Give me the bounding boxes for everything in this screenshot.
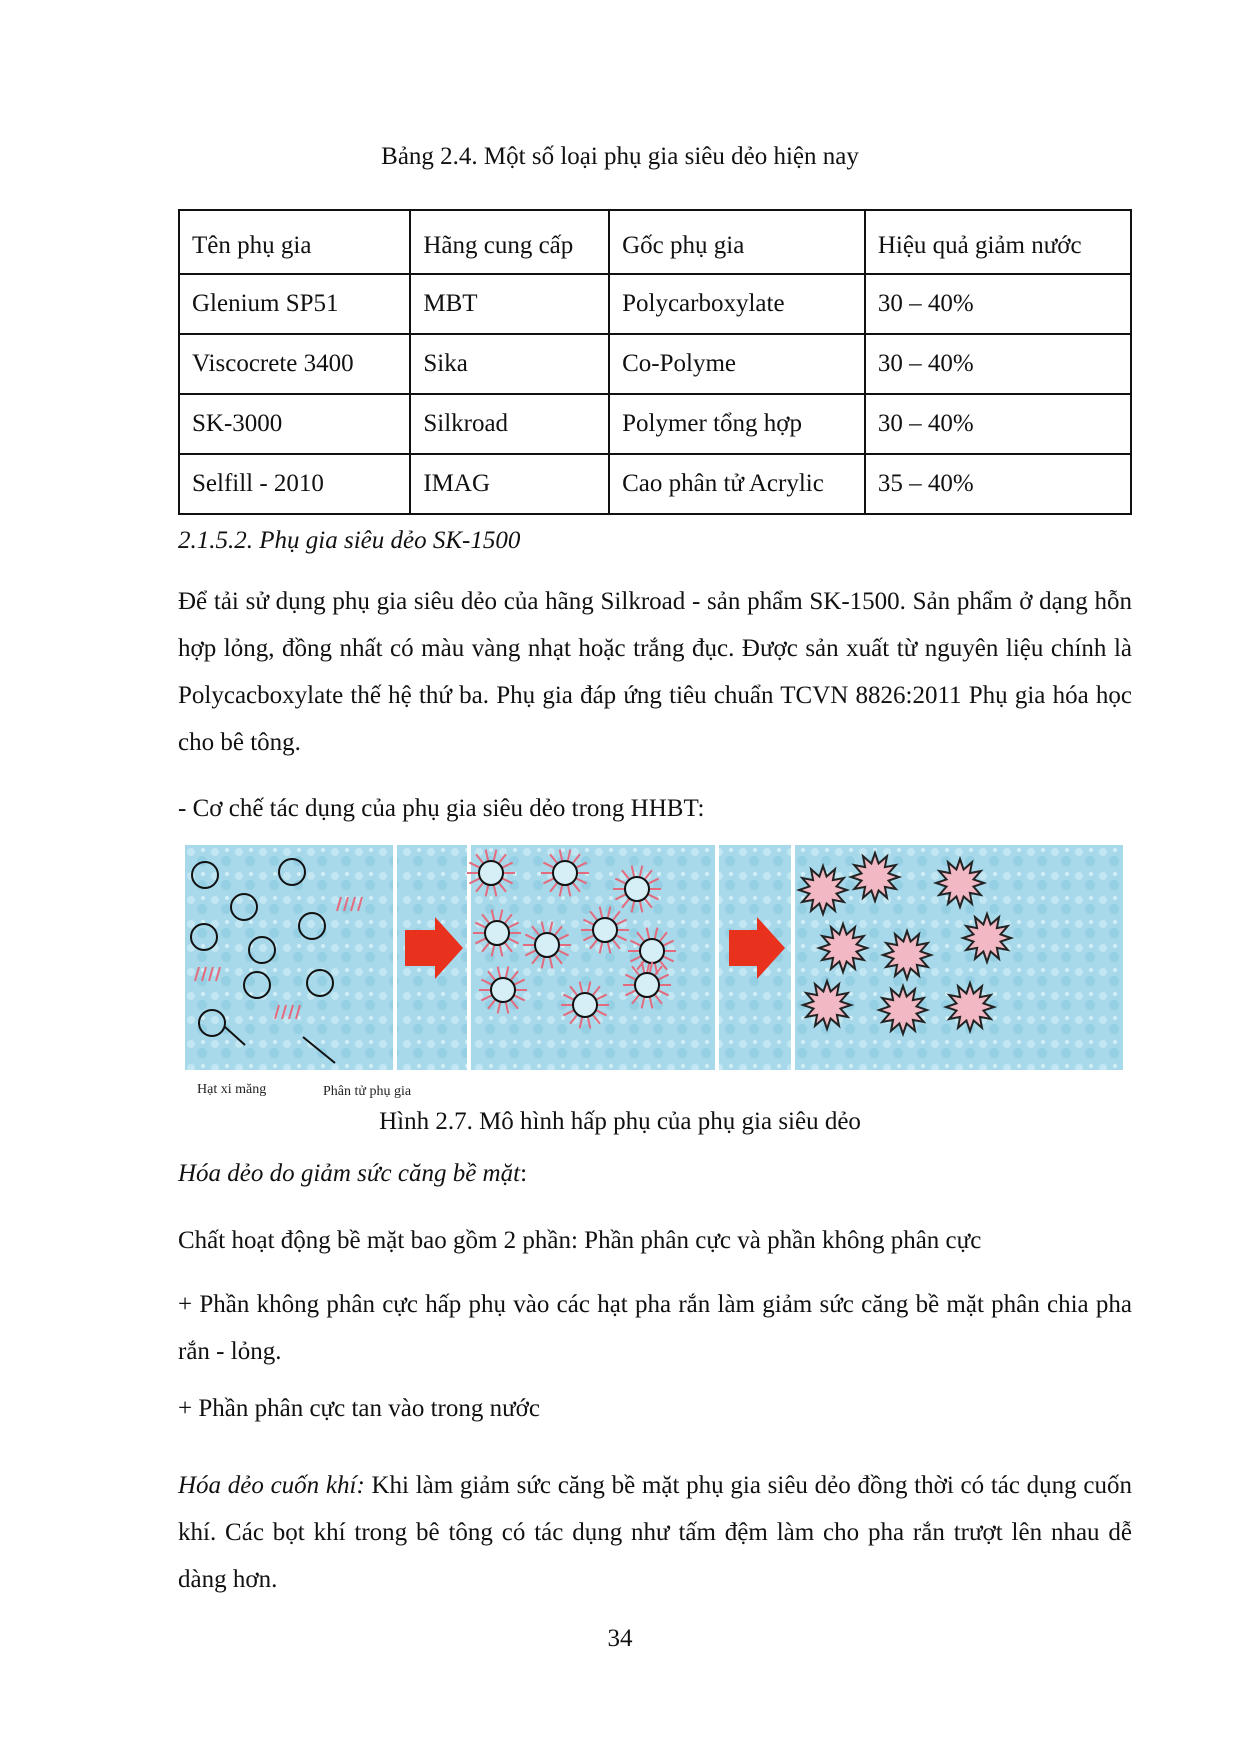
mechanism-line: - Cơ chế tác dụng của phụ gia siêu dẻo trong HHBT:: [178, 795, 705, 822]
cement-particle: [573, 993, 597, 1017]
cement-particle: [535, 933, 559, 957]
section-heading: 2.1.5.2. Phụ gia siêu dẻo SK-1500: [178, 527, 521, 554]
cement-particle: [491, 978, 515, 1002]
line-surfactant-parts: Chất hoạt động bề mặt bao gồm 2 phần: Phần phân cực và phần không phân cực: [178, 1227, 982, 1254]
table-header-row: [179, 210, 1131, 274]
table-cell: 30 – 40%: [865, 334, 1131, 394]
table-cell: Selfill - 2010: [179, 454, 410, 514]
label-additive-molecule: Phân tử phụ gia: [323, 1084, 412, 1099]
subheading-colon: :: [520, 1160, 528, 1187]
paragraph-sk1500: Để tải sử dụng phụ gia siêu dẻo của hãng Silkroad - sản phẩm SK-1500. Sản phẩm ở dạng hỗn hợp lỏng, đồng nhất có màu vàng nhạt hoặc trắng đục. Được sản xuất từ nguyên liệu chính là Polycacboxylate thế hệ thứ ba. Phụ gia đáp ứng tiêu chuẩn TCVN 8826:2011 Phụ gia hóa học cho bê tông.: [178, 588, 1132, 756]
table-row: [179, 274, 1131, 334]
table-cell: MBT: [410, 274, 609, 334]
table-cell: 35 – 40%: [865, 454, 1131, 514]
table-header-cell: Gốc phụ gia: [609, 210, 865, 274]
table-header-cell: Tên phụ gia: [179, 210, 410, 274]
subheading-surface-tension: [178, 1160, 527, 1188]
label-cement-particle: Hạt xi măng: [197, 1082, 267, 1097]
cement-particle: [485, 921, 509, 945]
table-header-cell: Hãng cung cấp: [410, 210, 609, 274]
table-cell: 30 – 40%: [865, 274, 1131, 334]
paragraph-air-entrainment: [178, 1462, 1132, 1603]
table-row: [179, 394, 1131, 454]
table-row: [179, 334, 1131, 394]
table-cell: Polymer tổng hợp: [609, 394, 865, 454]
table-cell: Polycarboxylate: [609, 274, 865, 334]
table-cell: Viscocrete 3400: [179, 334, 410, 394]
page-number: 34: [607, 1625, 633, 1652]
table-cell: 30 – 40%: [865, 394, 1131, 454]
table-cell: IMAG: [410, 454, 609, 514]
paragraph-nonpolar: + Phần không phân cực hấp phụ vào các hạt pha rắn làm giảm sức căng bề mặt phân chia pha rắn - lỏng.: [178, 1291, 1132, 1365]
cement-particle: [625, 877, 649, 901]
table-row: [179, 454, 1131, 514]
cement-particle: [593, 918, 617, 942]
line-polar: + Phần phân cực tan vào trong nước: [178, 1395, 540, 1422]
table-cell: Cao phân tử Acrylic: [609, 454, 865, 514]
table-cell: Co-Polyme: [609, 334, 865, 394]
table-header-cell: Hiệu quả giảm nước: [865, 210, 1131, 274]
subheading-air-entrainment: Hóa dẻo cuốn khí:: [178, 1472, 365, 1499]
subheading-surface-tension-text: Hóa dẻo do giảm sức căng bề mặt: [178, 1160, 521, 1187]
adsorption-figure: [185, 845, 1123, 1100]
figure-caption: Hình 2.7. Mô hình hấp phụ của phụ gia siêu dẻo: [379, 1108, 861, 1135]
table-cell: Glenium SP51: [179, 274, 410, 334]
paragraph-air-text: Khi làm giảm sức căng bề mặt phụ gia siêu dẻo đồng thời có tác dụng cuốn khí. Các bọt khí trong bê tông có tác dụng như tấm đệm làm cho pha rắn trượt lên nhau dễ dàng hơn.: [178, 1472, 1132, 1593]
table-cell: SK-3000: [179, 394, 410, 454]
panel-adsorbed: [471, 845, 715, 1070]
table-cell: Silkroad: [410, 394, 609, 454]
table-cell: Sika: [410, 334, 609, 394]
additive-table: [178, 209, 1132, 515]
cement-particle: [479, 861, 503, 885]
cement-particle: [640, 939, 664, 963]
cement-particle: [635, 973, 659, 997]
table-caption: Bảng 2.4. Một số loại phụ gia siêu dẻo hiện nay: [381, 143, 859, 170]
cement-particle: [553, 861, 577, 885]
